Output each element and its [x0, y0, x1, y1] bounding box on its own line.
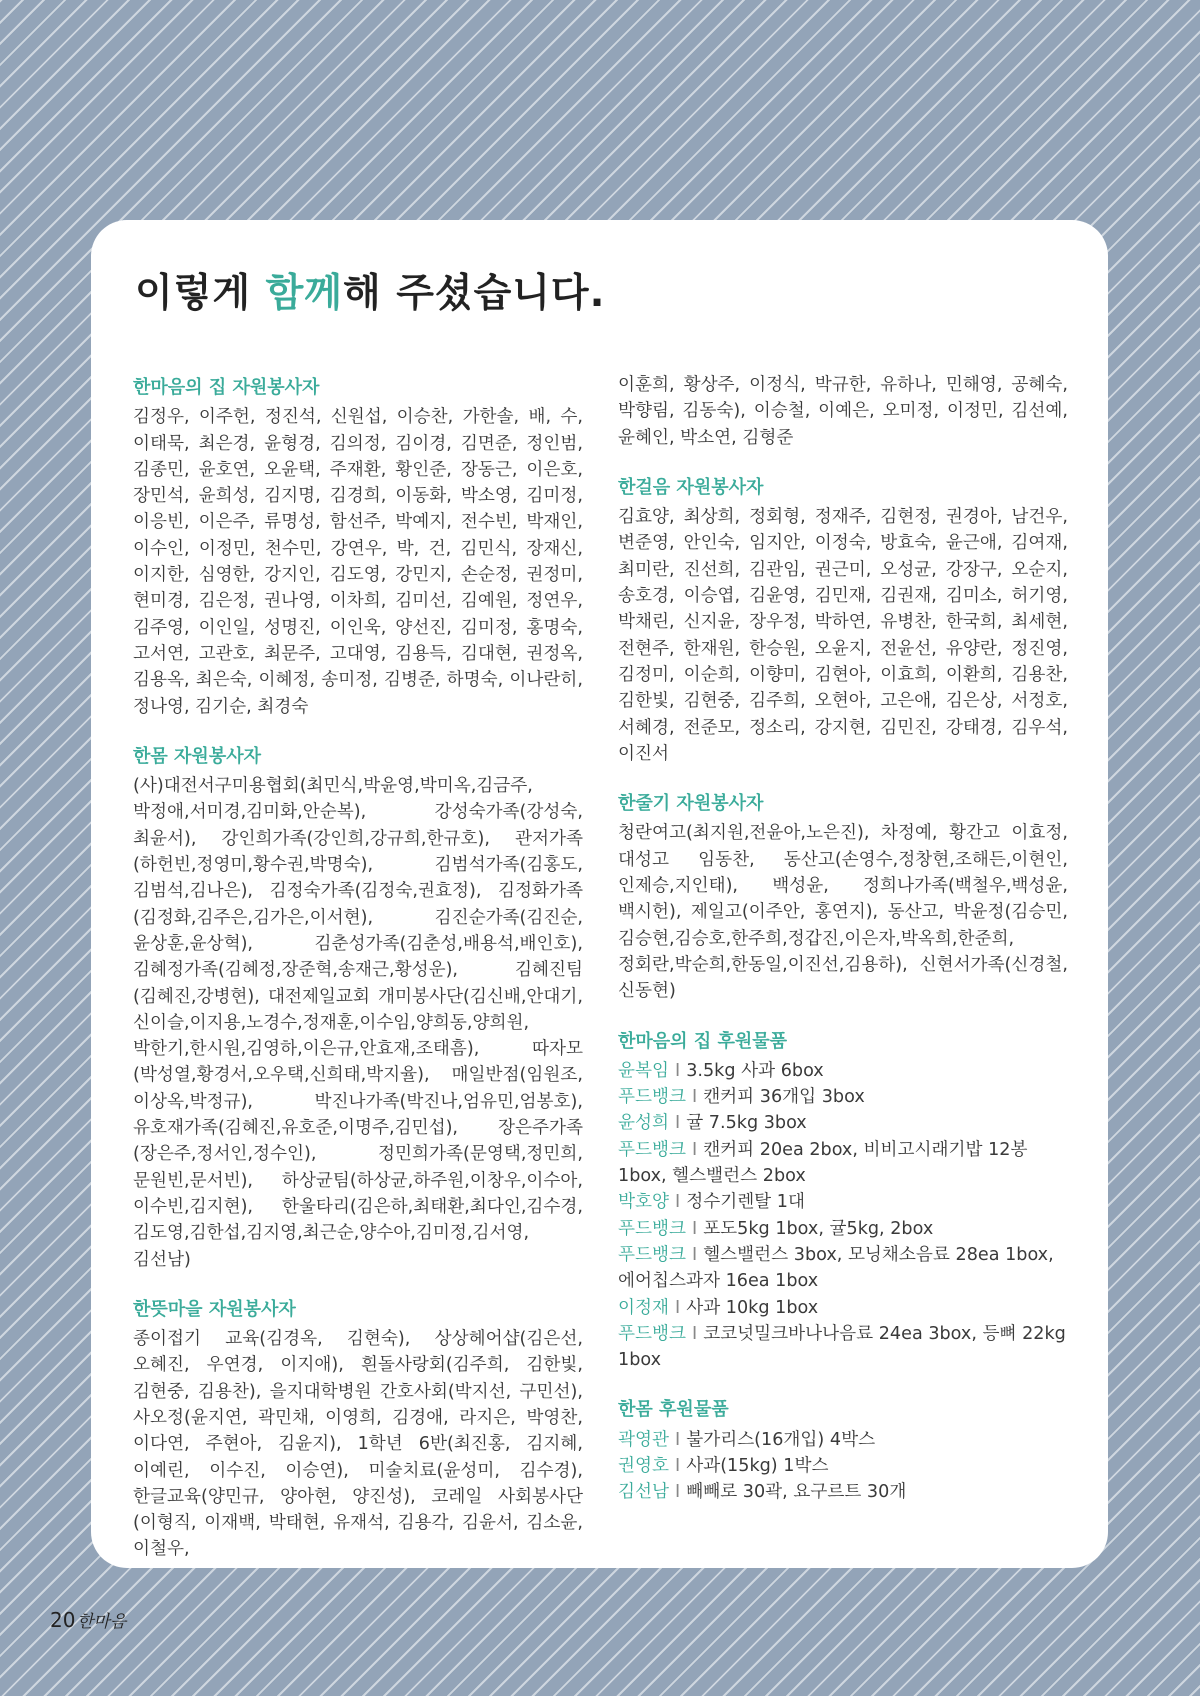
section-title: 한마음의 집 후원물품 — [618, 1030, 788, 1052]
section-hanmom-donations — [618, 1397, 1068, 1505]
section-body: 김효양, 최상희, 정회형, 정재주, 김현정, 권경아, 남건우, 변준영, 안인숙, 임지안, 이정숙, 방효숙, 윤근애, 김여재, 최미란, 진선희, 김관임, 권근미, 오성균, 강장구, 오순지, 송호경, 이승엽, 김윤영, 김민재, 김권재, 김미소, 허기영, 박채린, 신지윤, 장우정, 박하연, 유병찬, 한국희, 최세현, 전현주, 한재원, 한승원, 오윤지, 전윤선, 유양란, 정진영, 김정미, 이순희, 이향미, 김현아, 이효희, 이환희, 김용찬, 김한빛, 김현중, 김주희, 오현아, 고은애, 김은상, 서정호, 서혜경, 전준모, 정소리, 강지현, 김민진, 강태경, 김우석, 이진서 — [618, 507, 1068, 764]
page-title — [135, 262, 605, 318]
separator: I — [675, 1297, 681, 1318]
donation-item — [618, 1453, 1068, 1479]
section-title: 한뜻마을 자원봉사자 — [133, 1298, 296, 1320]
donation-list — [618, 1058, 1068, 1374]
separator: I — [675, 1429, 681, 1450]
donation-item — [618, 1295, 1068, 1321]
separator: I — [675, 1192, 681, 1213]
donation-description: 3.5kg 사과 6box — [686, 1060, 824, 1081]
section-body: 종이접기 교육(김경옥, 김현숙), 상상헤어샵(김은선, 오혜진, 우연경, 이지애), 흰돌사랑회(김주희, 김한빛, 김현중, 김용찬), 을지대학병원 간호사회(박지선, 구민선), 사오정(윤지연, 곽민채, 이영희, 김경애, 라지은, 박영찬, 이다연, 주현아, 김윤지), 1학년 6반(최진홍, 김지혜, 이예린, 이수진, 이승연), 미술치료(윤성미, 김수경), 한글교육(양민규, 양아현, 양진성), 코레일 사회봉사단(이형직, 이재백, 박태현, 유재석, 김용각, 김윤서, 김소윤, 이철우, — [133, 1329, 583, 1560]
donation-item — [618, 1058, 1068, 1084]
donor-name: 푸드뱅크 — [618, 1218, 686, 1239]
section-body: 청란여고(최지원,전윤아,노은진), 차정예, 황간고 이효정, 대성고 임동찬, 동산고(손영수,정창현,조해든,이현인,인제승,지인태), 백성윤, 정희나가족(백철우,백성윤,백시헌), 제일고(이주안, 홍연지), 동산고, 박윤정(김승민,김승현,김승호,한주희,정갑진,이은자,박옥희,한준희,정회란,박순희,한동일,이진선,김용하), 신현서가족(신경철, 신동현) — [618, 823, 1068, 1002]
section-body: 이훈희, 황상주, 이정식, 박규한, 유하나, 민해영, 공혜숙, 박향림, 김동숙), 이승철, 이예은, 오미정, 이정민, 김선예, 윤혜인, 박소연, 김형준 — [618, 375, 1068, 448]
donation-item — [618, 1427, 1068, 1453]
donor-name: 곽영관 — [618, 1429, 669, 1450]
section-hangeoreum-volunteers — [618, 475, 1068, 767]
left-column — [133, 375, 583, 1587]
donation-description: 헬스밸런스 3box, 모닝채소음료 28ea 1box, 에어칩스과자 16ea 1box — [618, 1244, 1054, 1292]
donation-description: 코코넛밀크바나나음료 24ea 3box, 등뼈 22kg 1box — [618, 1323, 1066, 1371]
donation-description: 사과 10kg 1box — [686, 1297, 819, 1318]
donor-name: 윤복임 — [618, 1060, 669, 1081]
section-continued-list — [618, 372, 1068, 451]
separator: I — [675, 1113, 681, 1134]
donor-name: 김선남 — [618, 1482, 669, 1503]
section-hantteut-volunteers — [133, 1297, 583, 1563]
section-body: (사)대전서구미용협회(최민식,박윤영,박미옥,김금주,박정애,서미경,김미화,안순복), 강성숙가족(강성숙,최윤서), 강인희가족(강인희,강규희,한규호), 관저가족(하헌빈,정영미,황수권,박명숙), 김범석가족(김홍도,김범석,김나은), 김정숙가족(김정숙,권효정), 김정화가족(김정화,김주은,김가은,이서현), 김진순가족(김진순,윤상훈,윤상혁), 김춘성가족(김춘성,배용석,배인호), 김혜정가족(김혜정,장준혁,송재근,황성운), 김혜진팀(김혜진,강병현), 대전제일교회 개미봉사단(김신배,안대기,신이슬,이지용,노경수,정재훈,이수임,양희동,양희원,박한기,한시원,김영하,이은규,안효재,조태흠), 따자모(박성열,황경서,오우택,신희태,박지율), 매일반점(임원조,이상옥,박정규), 박진나가족(박진나,엄유민,엄봉호), 유호재가족(김혜진,유호준,이명주,김민섭), 장은주가족(장은주,정서인,정수인), 정민희가족(문영택,정민희,문원빈,문서빈), 하상균팀(하상균,하주원,이창우,이수아,이수빈,김지현), 한울타리(김은하,최태환,최다인,김수경,김도영,김한섭,김지영,최근순,양수아,김미정,김서영,김선남) — [133, 776, 583, 1270]
donation-item — [618, 1321, 1068, 1374]
donation-description: 캔커피 20ea 2box, 비비고시래기밥 12봉 1box, 헬스밸런스 2box — [618, 1139, 1028, 1187]
section-title: 한몸 후원물품 — [618, 1399, 729, 1421]
section-hanmom-volunteers — [133, 744, 583, 1273]
magazine-logo: 한마음 — [77, 1612, 127, 1632]
separator: I — [691, 1218, 698, 1239]
donor-name: 푸드뱅크 — [618, 1323, 686, 1344]
donation-description: 사과(15kg) 1박스 — [686, 1455, 829, 1476]
donation-description: 포도5kg 1box, 귤5kg, 2box — [703, 1218, 934, 1239]
separator: I — [691, 1244, 698, 1265]
separator: I — [691, 1087, 698, 1108]
donor-name: 푸드뱅크 — [618, 1244, 686, 1265]
donation-description: 캔커피 36개입 3box — [703, 1087, 865, 1108]
separator: I — [675, 1482, 681, 1503]
donation-item — [618, 1189, 1068, 1215]
donor-name: 권영호 — [618, 1455, 669, 1476]
page-number: 20 — [50, 1608, 76, 1632]
donation-description: 귤 7.5kg 3box — [686, 1113, 807, 1134]
donation-item — [618, 1137, 1068, 1190]
donation-item — [618, 1110, 1068, 1136]
section-title: 한줄기 자원봉사자 — [618, 793, 764, 815]
donation-item — [618, 1216, 1068, 1242]
donor-name: 박호양 — [618, 1192, 669, 1213]
separator: I — [675, 1060, 681, 1081]
title-accent: 함께 — [265, 271, 343, 316]
section-title: 한몸 자원봉사자 — [133, 745, 261, 767]
separator: I — [691, 1323, 698, 1344]
separator: I — [675, 1455, 681, 1476]
title-text-before: 이렇게 — [135, 271, 266, 316]
donor-name: 푸드뱅크 — [618, 1087, 686, 1108]
donation-item — [618, 1242, 1068, 1295]
title-text-after: 해 주셨습니다. — [342, 271, 606, 316]
donation-item — [618, 1479, 1068, 1505]
right-column — [618, 372, 1068, 1530]
section-hanjulgi-volunteers — [618, 791, 1068, 1004]
donation-description: 정수기렌탈 1대 — [686, 1192, 805, 1213]
section-house-donations — [618, 1029, 1068, 1374]
section-house-volunteers — [133, 375, 583, 720]
content-card — [91, 220, 1108, 1568]
separator: I — [691, 1139, 698, 1160]
donation-list — [618, 1427, 1068, 1506]
donor-name: 윤성희 — [618, 1113, 669, 1134]
section-title: 한마음의 집 자원봉사자 — [133, 377, 320, 398]
donor-name: 이정재 — [618, 1297, 669, 1318]
donor-name: 푸드뱅크 — [618, 1139, 686, 1160]
section-body: 김정우, 이주헌, 정진석, 신원섭, 이승찬, 가한솔, 배, 수, 이태묵, 최은경, 윤형경, 김의정, 김이경, 김면준, 정인범, 김종민, 윤호연, 오윤택, 주재환, 황인준, 장동근, 이은호, 장민석, 윤희성, 김지명, 김경희, 이동화, 박소영, 김미정, 이응빈, 이은주, 류명성, 함선주, 박예지, 전수빈, 박재인, 이수인, 이정민, 천수민, 강연우, 박, 건, 김민식, 장재신, 이지한, 심영한, 강지인, 김도영, 강민지, 손순정, 권정미, 현미경, 김은정, 권나영, 이차희, 김미선, 김예원, 정연우, 김주영, 이인일, 성명진, 이인욱, 양선진, 김미정, 홍명숙, 고서연, 고관호, 최문주, 고대영, 김용득, 김대현, 권정옥, 김용옥, 최은숙, 이혜정, 송미정, 김병준, 하명숙, 이나란히, 정나영, 김기순, 최경숙 — [133, 407, 583, 717]
section-title: 한걸음 자원봉사자 — [618, 476, 764, 498]
donation-description: 불가리스(16개입) 4박스 — [686, 1429, 876, 1450]
donation-description: 빼빼로 30곽, 요구르트 30개 — [686, 1482, 907, 1503]
donation-item — [618, 1084, 1068, 1110]
